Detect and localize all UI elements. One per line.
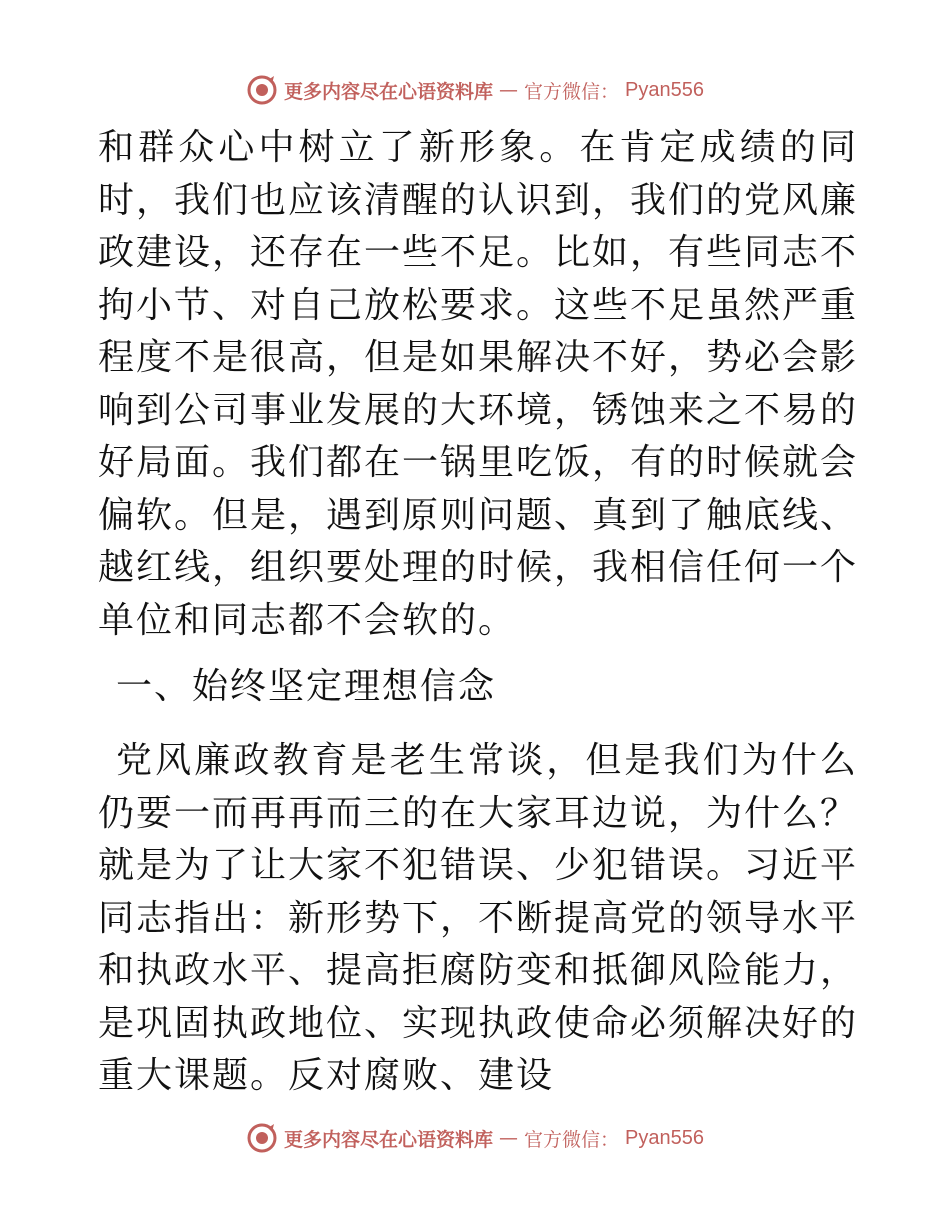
watermark-wechat-id: Pyan556 bbox=[625, 1126, 704, 1149]
body-paragraph-1: 和群众心中树立了新形象。在肯定成绩的同时，我们也应该清醒的认识到，我们的党风廉政建设，还存在一些不足。比如，有些同志不拘小节、对自己放松要求。这些不足虽然严重程度不是很高，但是如果解决不好，势必会影响到公司事业发展的大环境，锈蚀来之不易的好局面。我们都在一锅里吃饭，有的时候就会偏软。但是，遇到原则问题、真到了触底线、越红线，组织要处理的时候，我相信任何一个单位和同志都不会软的。 bbox=[98, 127, 859, 641]
section-heading-1: 一、始终坚定理想信念 bbox=[116, 666, 497, 707]
header-watermark bbox=[0, 72, 950, 108]
document-body bbox=[98, 122, 858, 1103]
watermark-wechat-label: 官方微信： bbox=[524, 1128, 620, 1151]
logo-icon bbox=[246, 74, 278, 106]
watermark-main-text: 更多内容尽在心语资料库 bbox=[284, 80, 494, 103]
watermark-wechat-label: 官方微信： bbox=[524, 80, 620, 103]
watermark-separator: — bbox=[499, 1127, 519, 1149]
footer-watermark bbox=[0, 1120, 950, 1156]
watermark-main-text: 更多内容尽在心语资料库 bbox=[284, 1128, 494, 1151]
body-paragraph-2: 党风廉政教育是老生常谈，但是我们为什么仍要一而再再而三的在大家耳边说，为什么？就是为了让大家不犯错误、少犯错误。习近平同志指出：新形势下，不断提高党的领导水平和执政水平、提高拒腐防变和抵御风险能力，是巩固执政地位、实现执政使命必须解决好的重大课题。反对腐败、建设 bbox=[98, 740, 859, 1096]
watermark-separator: — bbox=[499, 79, 519, 101]
watermark-wechat-id: Pyan556 bbox=[625, 78, 704, 101]
logo-icon bbox=[246, 1122, 278, 1154]
